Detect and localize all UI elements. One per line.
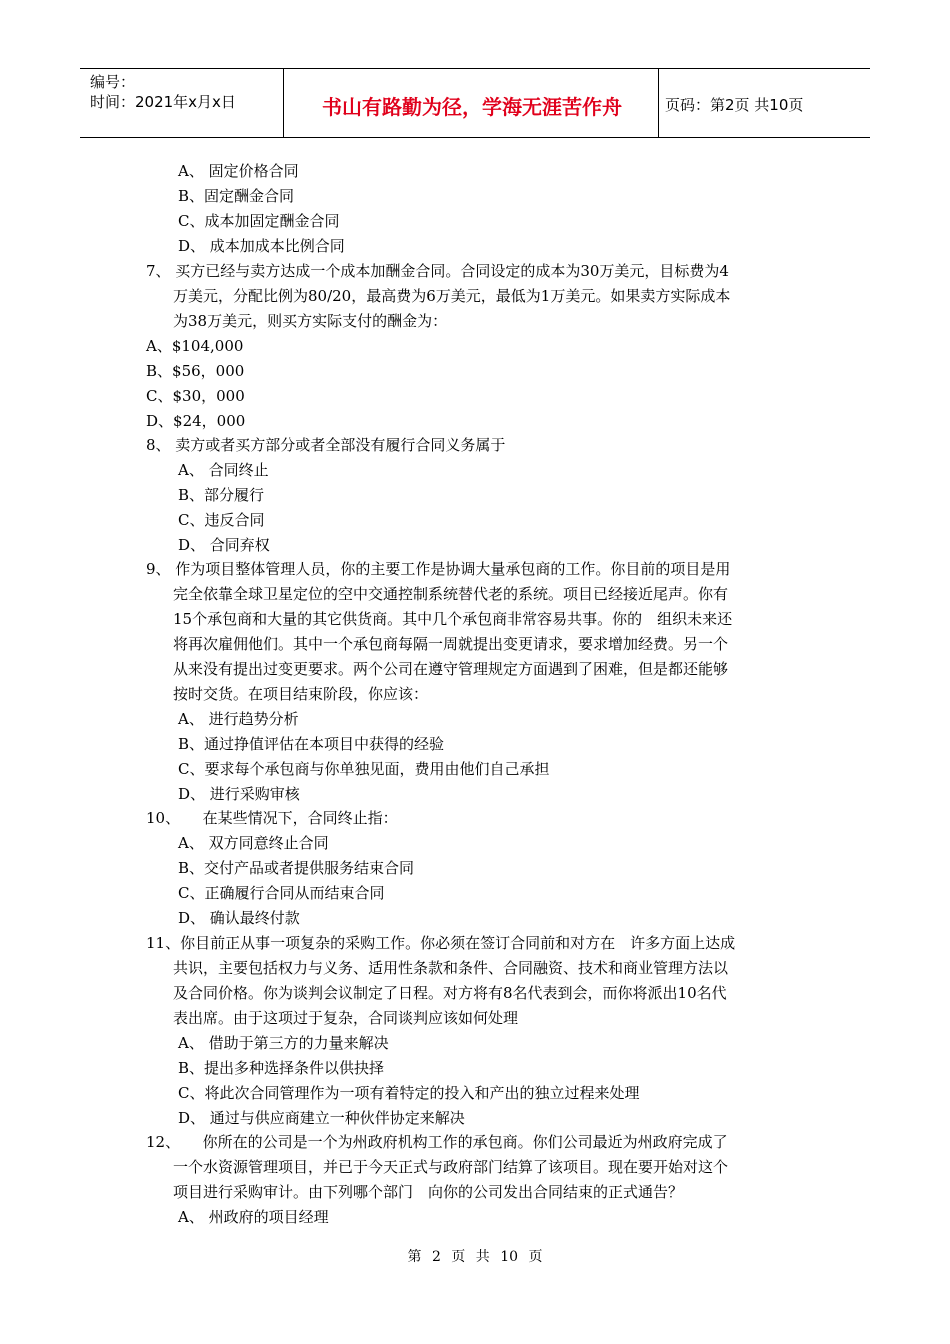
option-line: B、$56，000 (146, 362, 245, 380)
option-line: C、正确履行合同从而结束合同 (178, 884, 385, 902)
question-line: 9、 作为项目整体管理人员，你的主要工作是协调大量承包商的工作。你目前的项目是用 (146, 560, 731, 578)
option-line: A、 双方同意终止合同 (178, 834, 329, 852)
question-line: 万美元，分配比例为80/20，最高费为6万美元，最低为1万美元。如果卖方实际成本 (173, 287, 731, 305)
option-line: C、要求每个承包商与你单独见面，费用由他们自己承担 (178, 760, 550, 778)
option-line: D、 成本加成本比例合同 (178, 237, 345, 255)
question-line: 8、 卖方或者买方部分或者全部没有履行合同义务属于 (146, 436, 506, 454)
question-line: 为38万美元，则买方实际支付的酬金为： (173, 312, 448, 330)
option-line: D、$24，000 (146, 412, 246, 430)
header-meta (90, 72, 236, 112)
question-line: 项目进行采购审计。由下列哪个部门 向你的公司发出合同结束的正式通告？ (173, 1183, 684, 1201)
option-line: D、 合同弃权 (178, 536, 270, 554)
question-line: 及合同价格。你为谈判会议制定了日程。对方将有8名代表到会，而你将派出10名代 (173, 984, 727, 1002)
option-line: D、 进行采购审核 (178, 785, 300, 803)
header-page-number: 页码：第2页 共10页 (665, 96, 804, 114)
question-line: 共识，主要包括权力与义务、适用性条款和条件、合同融资、技术和商业管理方法以 (173, 959, 729, 977)
page-footer: 第 2 页 共 10 页 (407, 1249, 543, 1265)
option-line: A、 州政府的项目经理 (178, 1208, 329, 1226)
option-line: D、 通过与供应商建立一种伙伴协定来解决 (178, 1109, 465, 1127)
question-line: 11、你目前正从事一项复杂的采购工作。你必须在签订合同前和对方在 许多方面上达成 (146, 934, 736, 952)
option-line: C、将此次合同管理作为一项有着特定的投入和产出的独立过程来处理 (178, 1084, 640, 1102)
question-line: 按时交货。在项目结束阶段，你应该： (173, 685, 429, 703)
time-label: 时间：2021年x月x日 (90, 93, 236, 111)
number-label: 编号： (90, 73, 136, 91)
option-line: A、 借助于第三方的力量来解决 (178, 1034, 389, 1052)
option-line: A、 进行趋势分析 (178, 710, 299, 728)
question-line: 7、 买方已经与卖方达成一个成本加酬金合同。合同设定的成本为30万美元，目标费为4 (146, 262, 729, 280)
option-line: B、部分履行 (178, 486, 265, 504)
option-line: D、 确认最终付款 (178, 909, 300, 927)
question-line: 将再次雇佣他们。其中一个承包商每隔一周就提出变更请求，要求增加经费。另一个 (173, 635, 729, 653)
question-line: 15个承包商和大量的其它供货商。其中几个承包商非常容易共事。你的 组织未来还 (173, 610, 733, 628)
question-line: 12、 你所在的公司是一个为州政府机构工作的承包商。你们公司最近为州政府完成了 (146, 1133, 728, 1151)
page-header (80, 68, 870, 138)
header-motto: 书山有路勤为径，学海无涯苦作舟 (322, 95, 622, 119)
option-line: C、违反合同 (178, 511, 265, 529)
option-line: C、$30，000 (146, 387, 245, 405)
option-line: A、 合同终止 (178, 461, 269, 479)
question-line: 完全依靠全球卫星定位的空中交通控制系统替代老的系统。项目已经接近尾声。你有 (173, 585, 729, 603)
option-line: A、$104,000 (146, 337, 244, 355)
question-line: 一个水资源管理项目，并已于今天正式与政府部门结算了该项目。现在要开始对这个 (173, 1158, 729, 1176)
option-line: B、提出多种选择条件以供抉择 (178, 1059, 385, 1077)
question-line: 从来没有提出过变更要求。两个公司在遵守管理规定方面遇到了困难，但是都还能够 (173, 660, 729, 678)
option-line: B、固定酬金合同 (178, 187, 295, 205)
option-line: B、通过挣值评估在本项目中获得的经验 (178, 735, 445, 753)
option-line: A、 固定价格合同 (178, 162, 299, 180)
header-divider (658, 69, 659, 137)
option-line: C、成本加固定酬金合同 (178, 212, 340, 230)
question-line: 表出席。由于这项过于复杂，合同谈判应该如何处理 (173, 1009, 519, 1027)
option-line: B、交付产品或者提供服务结束合同 (178, 859, 415, 877)
question-line: 10、 在某些情况下，合同终止指： (146, 809, 398, 827)
